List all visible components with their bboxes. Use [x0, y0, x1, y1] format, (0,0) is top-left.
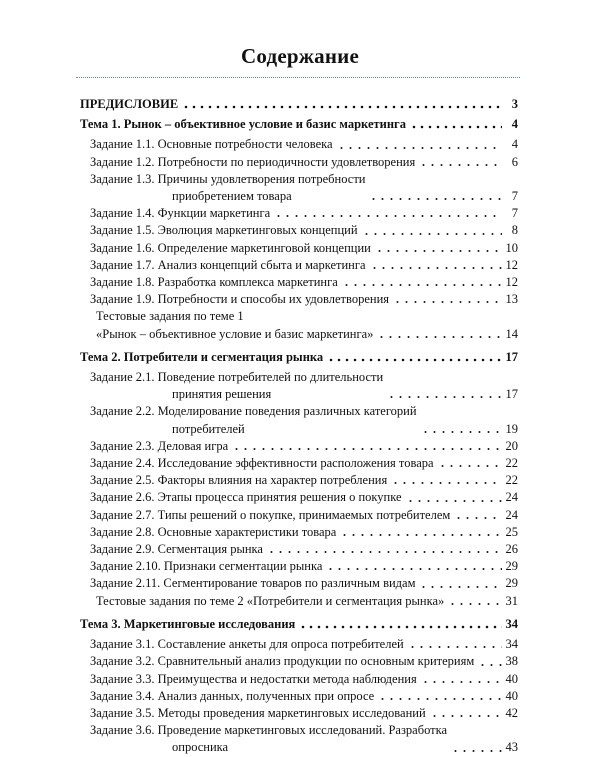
toc-task-entry[interactable]	[80, 671, 518, 688]
dot-leader	[419, 157, 502, 167]
toc-entry-title: Задание 1.7. Анализ концепций сбыта и маркетинга	[90, 257, 366, 272]
toc-section-entry[interactable]	[80, 349, 518, 366]
toc-entry-label	[90, 205, 270, 222]
toc-entry-label	[90, 705, 426, 722]
toc-entry-title: Тестовые задания по теме 1	[96, 309, 244, 324]
toc-entry-label	[90, 438, 228, 455]
toc-page-number: 24	[505, 507, 518, 522]
toc-entry-title: Задание 3.2. Сравнительный анализ продукции по основным критериям	[90, 654, 475, 669]
dot-leader	[408, 639, 502, 649]
toc-section-entry[interactable]	[80, 116, 518, 133]
toc-entry-title: Задание 1.5. Эволюция маркетинговых концепций	[90, 223, 358, 238]
dot-leader	[340, 527, 501, 537]
toc-entry-title: Задание 3.4. Анализ данных, полученных при опросе	[90, 688, 375, 703]
toc-page-number: 40	[505, 688, 518, 703]
title-divider	[76, 77, 520, 78]
dot-leader	[375, 243, 502, 253]
toc-entry-title: Задание 2.3. Деловая игра	[90, 438, 229, 453]
toc-page-number: 19	[505, 421, 518, 436]
toc-page-number: 29	[505, 576, 518, 591]
toc-page-number: 43	[505, 740, 518, 755]
toc-task-entry[interactable]	[80, 722, 518, 756]
toc-page-number: 29	[505, 559, 518, 574]
toc-task-entry[interactable]	[80, 274, 518, 291]
toc-entry-title: Задание 2.4. Исследование эффективности расположения товара	[90, 456, 434, 471]
dot-leader	[451, 743, 501, 753]
toc-page-number: 26	[505, 542, 518, 557]
toc-task-entry[interactable]	[80, 240, 518, 257]
toc-task-entry[interactable]	[80, 688, 518, 705]
dot-leader	[478, 657, 501, 667]
toc-task-entry[interactable]	[80, 257, 518, 274]
dot-leader	[438, 458, 502, 468]
toc-entry-label	[90, 403, 417, 437]
toc-page-number: 40	[505, 671, 518, 686]
toc-entry-label	[80, 616, 295, 633]
toc-task-entry[interactable]	[80, 705, 518, 722]
toc-entry-title-continued: приобретением товара	[172, 189, 292, 204]
toc-page-number: 4	[511, 137, 518, 152]
toc-page-number: 38	[505, 654, 518, 669]
toc-entry-label	[90, 136, 333, 153]
toc-entry-title: Тема 3. Маркетинговые исследования	[80, 616, 296, 631]
toc-entry-label	[90, 558, 322, 575]
dot-leader	[370, 260, 502, 270]
toc-entry-title: Задание 1.6. Определение маркетинговой концепции	[90, 240, 371, 255]
dot-leader	[421, 674, 502, 684]
toc-entry-label	[80, 349, 323, 366]
toc-page-number: 6	[511, 154, 518, 169]
toc-test-entry[interactable]	[80, 593, 518, 610]
toc-page-number: 20	[505, 438, 518, 453]
toc-entry-title: Задание 1.8. Разработка комплекса маркетинга	[90, 275, 338, 290]
dot-leader	[430, 708, 502, 718]
toc-entry-title: Задание 2.10. Признаки сегментации рынка	[90, 559, 323, 574]
toc-entry-label	[90, 472, 387, 489]
dot-leader	[391, 475, 501, 485]
toc-task-entry[interactable]	[80, 369, 518, 403]
toc-task-entry[interactable]	[80, 507, 518, 524]
dot-leader	[406, 493, 502, 503]
toc-entry-title: Задание 2.9. Сегментация рынка	[90, 542, 263, 557]
toc-page-number: 7	[511, 206, 518, 221]
toc-page-number: 14	[505, 326, 518, 341]
toc-task-entry[interactable]	[80, 575, 518, 592]
toc-entry-label	[90, 274, 338, 291]
toc-entry-title: ПРЕДИСЛОВИЕ	[80, 97, 179, 111]
toc-entry-title: Задание 2.8. Основные характеристики товара	[90, 524, 337, 539]
toc-entry-label	[90, 524, 336, 541]
dot-leader	[267, 544, 502, 554]
toc-entry-label	[90, 291, 389, 308]
toc-task-entry[interactable]	[80, 455, 518, 472]
toc-entry-title-continued: потребителей	[172, 421, 245, 436]
toc-page-number: 12	[505, 257, 518, 272]
toc-task-entry[interactable]	[80, 291, 518, 308]
toc-page-number: 7	[511, 189, 518, 204]
toc-section-entry[interactable]	[80, 96, 518, 113]
toc-page-number: 22	[505, 473, 518, 488]
dot-leader	[182, 99, 502, 109]
toc-entry-title: Задание 1.4. Функции маркетинга	[90, 206, 271, 221]
toc-task-entry[interactable]	[80, 403, 518, 437]
toc-entry-label	[90, 507, 450, 524]
toc-entry-label	[90, 240, 371, 257]
toc-task-entry[interactable]	[80, 222, 518, 239]
toc-entry-label	[90, 653, 474, 670]
toc-task-entry[interactable]	[80, 636, 518, 653]
toc-entry-title: Задание 1.9. Потребности и способы их удовлетворения	[90, 292, 390, 307]
toc-entry-label	[90, 369, 383, 403]
dot-leader	[454, 510, 501, 520]
toc-page-number: 22	[505, 456, 518, 471]
toc-entry-title-continued: опросника	[172, 740, 229, 755]
toc-entry-title: Задание 3.6. Проведение маркетинговых исследований. Разработка	[90, 723, 448, 738]
dot-leader	[369, 191, 502, 201]
toc-entry-label	[80, 96, 178, 113]
toc-entry-title: Задание 2.6. Этапы процесса принятия решения о покупке	[90, 490, 402, 505]
toc-page-number: 17	[505, 349, 518, 364]
toc-page-number: 13	[505, 292, 518, 307]
table-of-contents	[80, 96, 518, 757]
toc-page-number: 42	[505, 705, 518, 720]
toc-task-entry[interactable]	[80, 171, 518, 205]
toc-entry-title: Задание 3.3. Преимущества и недостатки метода наблюдения	[90, 671, 417, 686]
toc-page-number: 31	[505, 593, 518, 608]
toc-entry-title: Тема 1. Рынок – объективное условие и базис маркетинга	[80, 117, 406, 132]
toc-entry-label	[90, 636, 404, 653]
dot-leader	[299, 619, 501, 629]
toc-task-entry[interactable]	[80, 489, 518, 506]
toc-entry-title: Задание 2.7. Типы решений о покупке, принимаемых потребителем	[90, 507, 451, 522]
toc-entry-title: Тема 2. Потребители и сегментация рынка	[80, 349, 324, 364]
toc-entry-label	[90, 489, 402, 506]
toc-task-entry[interactable]	[80, 472, 518, 489]
toc-entry-title: Задание 2.2. Моделирование поведения различных категорий	[90, 404, 417, 419]
toc-entry-title: Тестовые задания по теме 2 «Потребители и сегментация рынка»	[96, 593, 445, 608]
dot-leader	[327, 352, 501, 362]
toc-entry-label	[80, 116, 406, 133]
toc-page-number: 17	[505, 387, 518, 402]
toc-page-number: 3	[511, 97, 518, 111]
toc-entry-label	[90, 222, 358, 239]
toc-entry-title-continued: принятия решения	[172, 387, 272, 402]
toc-task-entry[interactable]	[80, 558, 518, 575]
toc-task-entry[interactable]	[80, 154, 518, 171]
toc-page-number: 10	[505, 240, 518, 255]
toc-entry-title-continued: «Рынок – объективное условие и базис маркетинга»	[96, 326, 374, 341]
dot-leader	[342, 277, 502, 287]
toc-entry-label	[90, 541, 263, 558]
toc-entry-label	[90, 688, 374, 705]
toc-entry-label	[96, 593, 444, 610]
dot-leader	[232, 441, 501, 451]
toc-entry-label	[90, 671, 417, 688]
toc-task-entry[interactable]	[80, 541, 518, 558]
toc-entry-label	[96, 308, 373, 342]
toc-entry-title: Задание 2.1. Поведение потребителей по длительности	[90, 370, 384, 385]
toc-task-entry[interactable]	[80, 524, 518, 541]
toc-entry-label	[90, 575, 415, 592]
toc-entry-label	[90, 171, 365, 205]
dot-leader	[393, 294, 501, 304]
toc-task-entry[interactable]	[80, 653, 518, 670]
dot-leader	[326, 561, 501, 571]
page-title: Содержание	[241, 44, 359, 68]
dot-leader	[337, 140, 502, 150]
dot-leader	[410, 119, 502, 129]
toc-test-entry[interactable]	[80, 308, 518, 342]
toc-page-number: 34	[505, 616, 518, 631]
toc-page-number: 12	[505, 275, 518, 290]
toc-entry-label	[90, 257, 366, 274]
dot-leader	[419, 579, 501, 589]
toc-task-entry[interactable]	[80, 205, 518, 222]
dot-leader	[387, 389, 501, 399]
dot-leader	[378, 691, 501, 701]
toc-section-entry[interactable]	[80, 616, 518, 633]
toc-task-entry[interactable]	[80, 136, 518, 153]
dot-leader	[448, 596, 501, 606]
toc-page-number: 34	[505, 637, 518, 652]
toc-page-number: 4	[511, 117, 518, 132]
toc-entry-label	[90, 455, 434, 472]
toc-entry-label	[90, 154, 415, 171]
toc-page-number: 24	[505, 490, 518, 505]
toc-entry-title: Задание 1.3. Причины удовлетворения потребности	[90, 171, 366, 186]
toc-entry-title: Задание 2.11. Сегментирование товаров по различным видам	[90, 576, 416, 591]
toc-entry-label	[90, 722, 447, 756]
toc-entry-title: Задание 3.1. Составление анкеты для опроса потребителей	[90, 637, 404, 652]
toc-entry-title: Задание 2.5. Факторы влияния на характер потребления	[90, 473, 388, 488]
toc-page-number: 25	[505, 524, 518, 539]
toc-entry-title: Задание 1.2. Потребности по периодичности удовлетворения	[90, 154, 416, 169]
toc-entry-title: Задание 3.5. Методы проведения маркетинговых исследований	[90, 705, 426, 720]
toc-task-entry[interactable]	[80, 438, 518, 455]
toc-entry-title: Задание 1.1. Основные потребности человека	[90, 137, 333, 152]
dot-leader	[421, 424, 502, 434]
dot-leader	[377, 329, 501, 339]
toc-page-number: 8	[511, 223, 518, 238]
dot-leader	[274, 208, 502, 218]
dot-leader	[362, 226, 502, 236]
